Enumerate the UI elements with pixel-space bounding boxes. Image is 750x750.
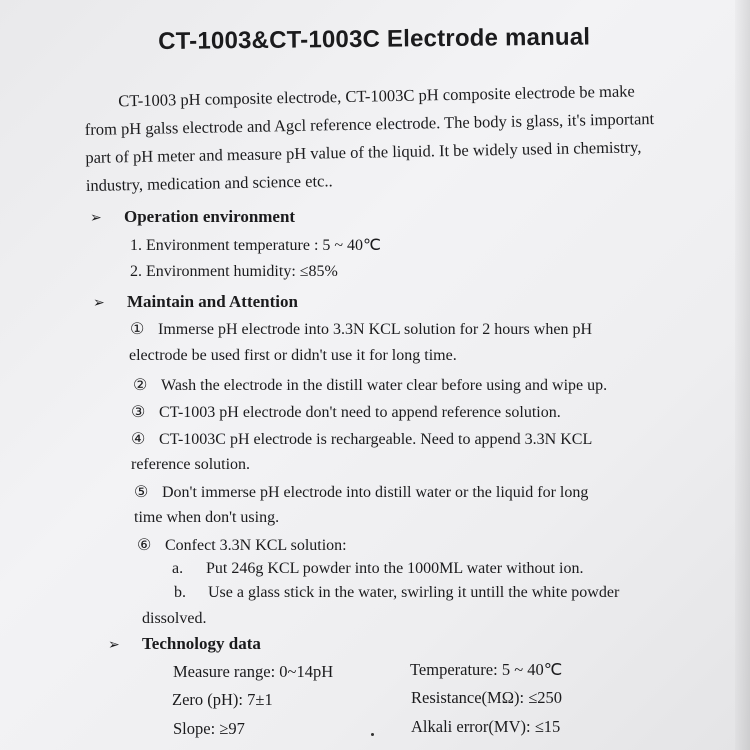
tech-spec-alkali-error: Alkali error(MV): ≤15: [411, 717, 561, 736]
circled-number: ⑥: [137, 537, 152, 554]
operation-heading-row: [90, 207, 295, 227]
sub-item-letter: a.: [172, 560, 184, 577]
maintain-item: [133, 375, 607, 395]
paper-fold-shadow: [735, 0, 750, 750]
sub-item: [174, 584, 619, 602]
maintain-item-text: Confect 3.3N KCL solution:: [165, 537, 347, 554]
sub-item-text: Put 246g KCL powder into the 1000ML water without ion.: [206, 560, 584, 577]
maintain-item-text: CT-1003 pH electrode don't need to append reference solution.: [159, 404, 561, 421]
maintain-item-text: Wash the electrode in the distill water clear before using and wipe up.: [161, 377, 608, 394]
maintain-item-continuation: electrode be used first or didn't use it for long time.: [129, 347, 457, 364]
maintain-item-text: CT-1003C pH electrode is rechargeable. Need to append 3.3N KCL: [159, 431, 593, 448]
stray-dot: [371, 733, 374, 736]
tech-spec-measure-range: Measure range: 0~14pH: [173, 662, 334, 681]
tech-spec-zero: Zero (pH): 7±1: [172, 690, 273, 709]
circled-number: ①: [130, 321, 145, 338]
technology-heading-row: [108, 634, 261, 654]
sub-item-continuation: dissolved.: [142, 610, 207, 627]
sub-item-text: Use a glass stick in the water, swirling it untill the white powder: [208, 584, 620, 601]
arrow-bullet-icon: ➢: [108, 638, 120, 653]
operation-heading: Operation environment: [124, 207, 296, 226]
arrow-bullet-icon: ➢: [90, 211, 102, 226]
sub-item: [172, 560, 583, 578]
circled-number: ③: [131, 404, 146, 421]
intro-line: part of pH meter and measure pH value of the liquid. It be widely used in chemistry,: [85, 137, 642, 167]
tech-spec-resistance: Resistance(MΩ): ≤250: [411, 688, 562, 707]
maintain-item: [137, 535, 347, 555]
maintain-heading-row: [93, 292, 298, 312]
arrow-bullet-icon: ➢: [93, 296, 105, 311]
page-title: CT-1003&CT-1003C Electrode manual: [158, 23, 591, 55]
maintain-item-continuation: time when don't using.: [134, 509, 280, 526]
maintain-item-continuation: reference solution.: [131, 456, 251, 473]
maintain-item: [130, 319, 592, 339]
tech-spec-slope: Slope: ≥97: [173, 719, 245, 738]
technology-heading: Technology data: [142, 634, 261, 653]
maintain-item: [134, 482, 588, 502]
circled-number: ②: [133, 377, 148, 394]
maintain-item: [131, 402, 561, 422]
intro-paragraph: [84, 76, 716, 200]
intro-line: industry, medication and science etc..: [85, 171, 333, 195]
operation-item: 2. Environment humidity: ≤85%: [130, 263, 338, 280]
sub-item-letter: b.: [174, 584, 186, 601]
maintain-item-text: Don't immerse pH electrode into distill water or the liquid for long: [162, 484, 589, 501]
maintain-item: [131, 429, 592, 449]
circled-number: ④: [131, 431, 146, 448]
intro-line: from pH galss electrode and Agcl reference electrode. The body is glass, it's important: [84, 109, 655, 139]
maintain-heading: Maintain and Attention: [127, 292, 298, 311]
tech-spec-temperature: Temperature: 5 ~ 40℃: [410, 660, 563, 679]
circled-number: ⑤: [134, 484, 149, 501]
maintain-item-text: Immerse pH electrode into 3.3N KCL solution for 2 hours when pH: [158, 321, 592, 338]
intro-line: CT-1003 pH composite electrode, CT-1003C pH composite electrode be make: [118, 81, 635, 111]
operation-item: 1. Environment temperature : 5 ~ 40℃: [130, 237, 382, 254]
